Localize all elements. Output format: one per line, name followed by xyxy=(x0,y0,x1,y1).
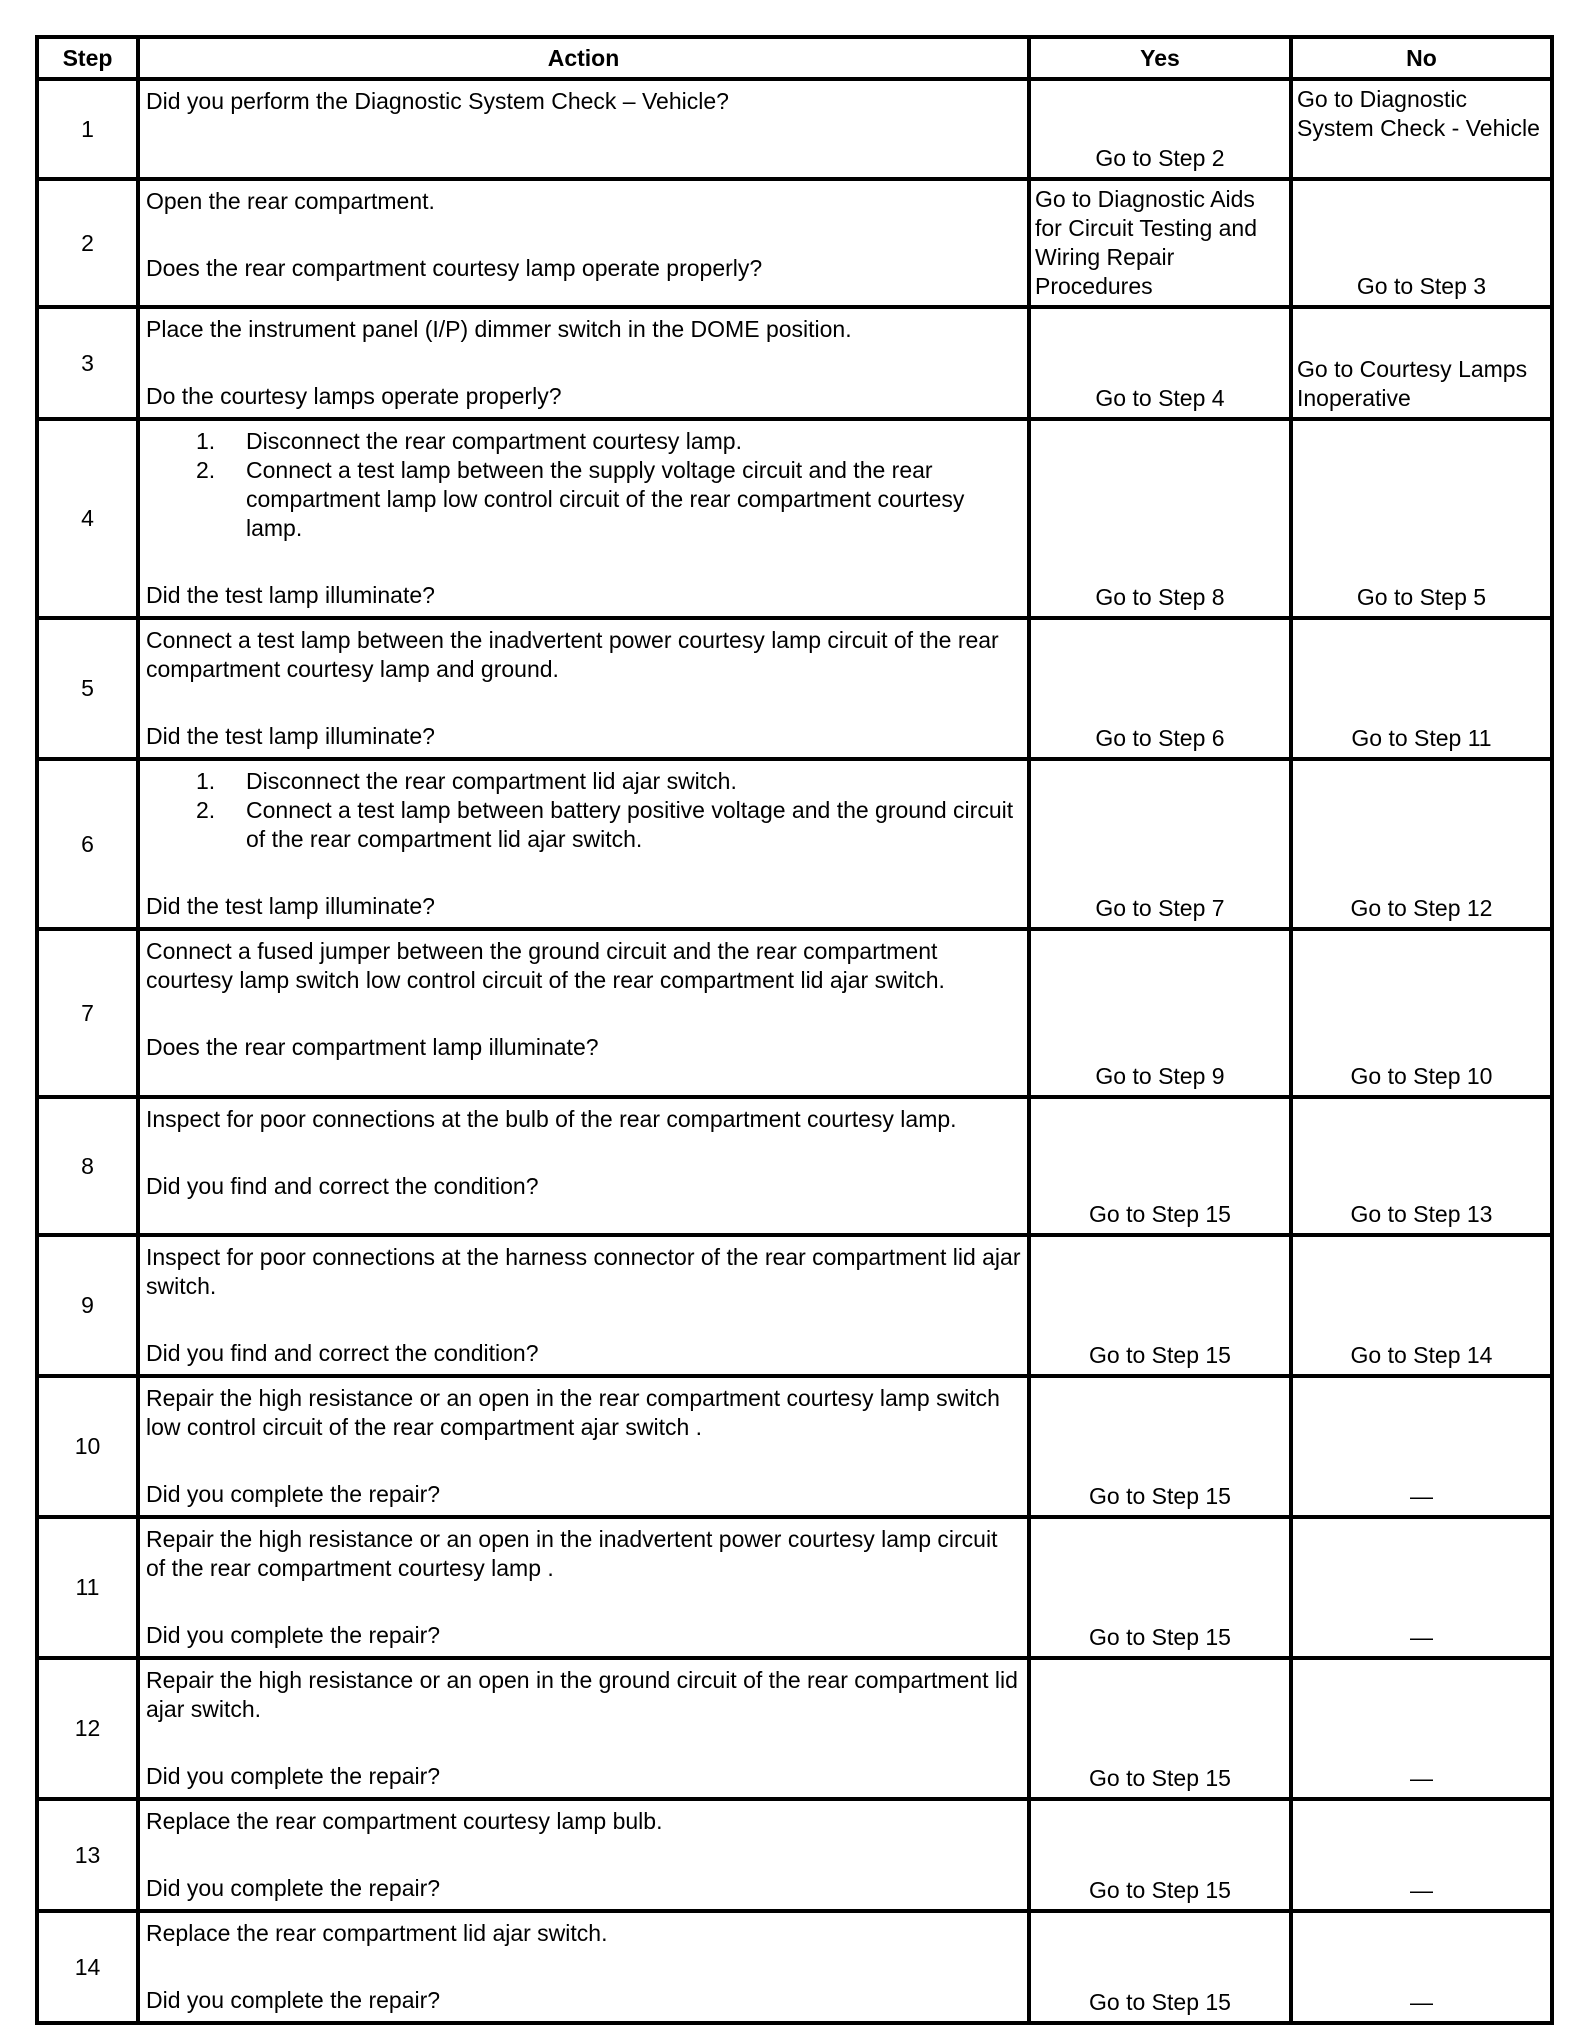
action-instruction: Replace the rear compartment lid ajar switch. xyxy=(146,1920,608,1946)
action-cell xyxy=(138,1235,1029,1376)
substep-item: 2. Connect a test lamp between battery positive voltage and the ground circuit of the rear compartment lid ajar switch. xyxy=(196,797,1014,852)
yes-cell xyxy=(1029,1799,1291,1911)
no-cell xyxy=(1291,79,1552,179)
step-number: 3 xyxy=(37,307,138,419)
action-question: Did you complete the repair? xyxy=(146,1763,441,1789)
action-cell xyxy=(138,929,1029,1097)
table-row xyxy=(37,1517,1552,1658)
no-outcome: Go to Courtesy Lamps Inoperative xyxy=(1297,356,1528,411)
step-number: 6 xyxy=(37,759,138,929)
substep-list xyxy=(146,767,1021,854)
action-instruction: Replace the rear compartment courtesy lamp bulb. xyxy=(146,1808,663,1834)
yes-outcome: Go to Step 15 xyxy=(1089,1201,1231,1227)
no-outcome: Go to Step 5 xyxy=(1356,584,1487,610)
no-outcome: Go to Diagnostic System Check - Vehicle xyxy=(1297,86,1540,141)
yes-outcome: Go to Step 15 xyxy=(1089,1989,1231,2015)
step-number: 11 xyxy=(37,1517,138,1658)
action-instruction: Repair the high resistance or an open in the ground circuit of the rear compartment lid ajar switch. xyxy=(146,1667,1018,1722)
yes-cell xyxy=(1029,1376,1291,1517)
no-cell xyxy=(1291,929,1552,1097)
action-cell xyxy=(138,1376,1029,1517)
substep-text: Disconnect the rear compartment lid ajar switch. xyxy=(246,768,737,794)
table-row xyxy=(37,1376,1552,1517)
step-number: 4 xyxy=(37,419,138,618)
table-row xyxy=(37,1097,1552,1235)
yes-cell xyxy=(1029,1097,1291,1235)
yes-cell xyxy=(1029,79,1291,179)
substep-text: Connect a test lamp between the supply voltage circuit and the rear compartment lamp low control circuit of the rear compartment courtesy lamp. xyxy=(246,457,965,541)
yes-outcome: Go to Diagnostic Aids for Circuit Testing and Wiring Repair Procedures xyxy=(1035,186,1258,299)
no-outcome: — xyxy=(1410,1483,1433,1509)
yes-cell xyxy=(1029,1911,1291,2023)
yes-cell xyxy=(1029,759,1291,929)
action-question: Did the test lamp illuminate? xyxy=(146,893,435,919)
no-outcome: — xyxy=(1410,1989,1433,2015)
yes-cell xyxy=(1029,179,1291,307)
substep-list xyxy=(146,427,1021,543)
action-cell xyxy=(138,1658,1029,1799)
yes-outcome: Go to Step 15 xyxy=(1089,1765,1231,1791)
yes-cell xyxy=(1029,307,1291,419)
action-question: Did you complete the repair? xyxy=(146,1622,441,1648)
yes-outcome: Go to Step 2 xyxy=(1095,145,1225,171)
no-cell xyxy=(1291,1097,1552,1235)
substep-text: Connect a test lamp between battery positive voltage and the ground circuit of the rear compartment lid ajar switch. xyxy=(246,797,1014,852)
step-number: 9 xyxy=(37,1235,138,1376)
action-instruction: Place the instrument panel (I/P) dimmer switch in the DOME position. xyxy=(146,316,852,342)
no-outcome: — xyxy=(1410,1624,1433,1650)
yes-outcome: Go to Step 8 xyxy=(1095,584,1225,610)
table-row xyxy=(37,179,1552,307)
action-cell xyxy=(138,1517,1029,1658)
table-row xyxy=(37,419,1552,618)
no-outcome: Go to Step 13 xyxy=(1350,1201,1493,1227)
step-number: 2 xyxy=(37,179,138,307)
header-no: No xyxy=(1291,37,1552,79)
table-row xyxy=(37,618,1552,759)
yes-cell xyxy=(1029,929,1291,1097)
no-outcome: Go to Step 12 xyxy=(1350,895,1493,921)
no-outcome: — xyxy=(1410,1765,1433,1791)
table-row xyxy=(37,307,1552,419)
no-outcome: — xyxy=(1410,1877,1433,1903)
no-cell xyxy=(1291,1517,1552,1658)
action-question: Did you find and correct the condition? xyxy=(146,1340,539,1366)
yes-outcome: Go to Step 15 xyxy=(1089,1624,1231,1650)
table-row xyxy=(37,1658,1552,1799)
diagnostic-table xyxy=(35,35,1554,2025)
yes-cell xyxy=(1029,419,1291,618)
step-number: 7 xyxy=(37,929,138,1097)
yes-cell xyxy=(1029,1235,1291,1376)
action-question: Does the rear compartment courtesy lamp operate properly? xyxy=(146,255,763,281)
action-question: Do the courtesy lamps operate properly? xyxy=(146,383,562,409)
action-instruction: Inspect for poor connections at the bulb of the rear compartment courtesy lamp. xyxy=(146,1106,957,1132)
yes-outcome: Go to Step 7 xyxy=(1095,895,1225,921)
action-instruction: Repair the high resistance or an open in the inadvertent power courtesy lamp circuit of the rear compartment courtesy lamp . xyxy=(146,1526,998,1581)
table-row xyxy=(37,759,1552,929)
no-outcome: Go to Step 10 xyxy=(1350,1063,1493,1089)
no-outcome: Go to Step 3 xyxy=(1356,273,1487,299)
no-cell xyxy=(1291,1799,1552,1911)
action-instruction: Repair the high resistance or an open in the rear compartment courtesy lamp switch low control circuit of the rear compartment ajar switch . xyxy=(146,1385,1000,1440)
yes-outcome: Go to Step 15 xyxy=(1089,1342,1231,1368)
no-cell xyxy=(1291,179,1552,307)
no-cell xyxy=(1291,1376,1552,1517)
step-number: 5 xyxy=(37,618,138,759)
no-cell xyxy=(1291,759,1552,929)
table-row xyxy=(37,929,1552,1097)
table-body xyxy=(37,79,1552,2023)
action-question: Did you complete the repair? xyxy=(146,1875,441,1901)
step-number: 1 xyxy=(37,79,138,179)
action-cell xyxy=(138,79,1029,179)
action-cell xyxy=(138,1799,1029,1911)
action-cell xyxy=(138,759,1029,929)
header-yes: Yes xyxy=(1029,37,1291,79)
yes-cell xyxy=(1029,1658,1291,1799)
no-cell xyxy=(1291,618,1552,759)
action-question: Did you complete the repair? xyxy=(146,1481,441,1507)
action-question: Did you complete the repair? xyxy=(146,1987,441,2013)
action-cell xyxy=(138,1097,1029,1235)
action-question: Did you find and correct the condition? xyxy=(146,1173,539,1199)
yes-outcome: Go to Step 15 xyxy=(1089,1483,1231,1509)
substep-item: 1. Disconnect the rear compartment lid ajar switch. xyxy=(196,768,737,794)
step-number: 10 xyxy=(37,1376,138,1517)
yes-cell xyxy=(1029,618,1291,759)
action-instruction: Open the rear compartment. xyxy=(146,188,435,214)
yes-outcome: Go to Step 9 xyxy=(1095,1063,1225,1089)
header-step: Step xyxy=(37,37,138,79)
substep-text: Disconnect the rear compartment courtesy lamp. xyxy=(246,428,742,454)
step-number: 14 xyxy=(37,1911,138,2023)
yes-outcome: Go to Step 6 xyxy=(1095,725,1225,751)
no-cell xyxy=(1291,419,1552,618)
action-instruction: Did you perform the Diagnostic System Check – Vehicle? xyxy=(146,88,729,114)
yes-outcome: Go to Step 4 xyxy=(1095,385,1225,411)
action-question: Did the test lamp illuminate? xyxy=(146,582,435,608)
action-cell xyxy=(138,1911,1029,2023)
substep-item: 2. Connect a test lamp between the supply voltage circuit and the rear compartment lamp low control circuit of the rear compartment courtesy lamp. xyxy=(196,457,965,541)
action-instruction: Inspect for poor connections at the harness connector of the rear compartment lid ajar switch. xyxy=(146,1244,1021,1299)
yes-outcome: Go to Step 15 xyxy=(1089,1877,1231,1903)
step-number: 8 xyxy=(37,1097,138,1235)
step-number: 13 xyxy=(37,1799,138,1911)
no-cell xyxy=(1291,307,1552,419)
table-row xyxy=(37,79,1552,179)
action-cell xyxy=(138,307,1029,419)
table-row xyxy=(37,1799,1552,1911)
no-cell xyxy=(1291,1658,1552,1799)
table-header-row xyxy=(37,37,1552,79)
action-instruction: Connect a test lamp between the inadvertent power courtesy lamp circuit of the rear compartment courtesy lamp and ground. xyxy=(146,627,999,682)
header-action: Action xyxy=(138,37,1029,79)
action-instruction: Connect a fused jumper between the ground circuit and the rear compartment courtesy lamp switch low control circuit of the rear compartment lid ajar switch. xyxy=(146,938,945,993)
diagnostic-document xyxy=(35,35,1550,2025)
table-row xyxy=(37,1911,1552,2023)
no-cell xyxy=(1291,1235,1552,1376)
no-cell xyxy=(1291,1911,1552,2023)
action-question: Does the rear compartment lamp illuminate? xyxy=(146,1034,599,1060)
action-cell xyxy=(138,179,1029,307)
step-number: 12 xyxy=(37,1658,138,1799)
action-question: Did the test lamp illuminate? xyxy=(146,723,435,749)
table-row xyxy=(37,1235,1552,1376)
substep-item: 1. Disconnect the rear compartment courtesy lamp. xyxy=(196,428,742,454)
no-outcome: Go to Step 14 xyxy=(1350,1342,1493,1368)
action-cell xyxy=(138,419,1029,618)
no-outcome: Go to Step 11 xyxy=(1351,725,1492,751)
yes-cell xyxy=(1029,1517,1291,1658)
action-cell xyxy=(138,618,1029,759)
